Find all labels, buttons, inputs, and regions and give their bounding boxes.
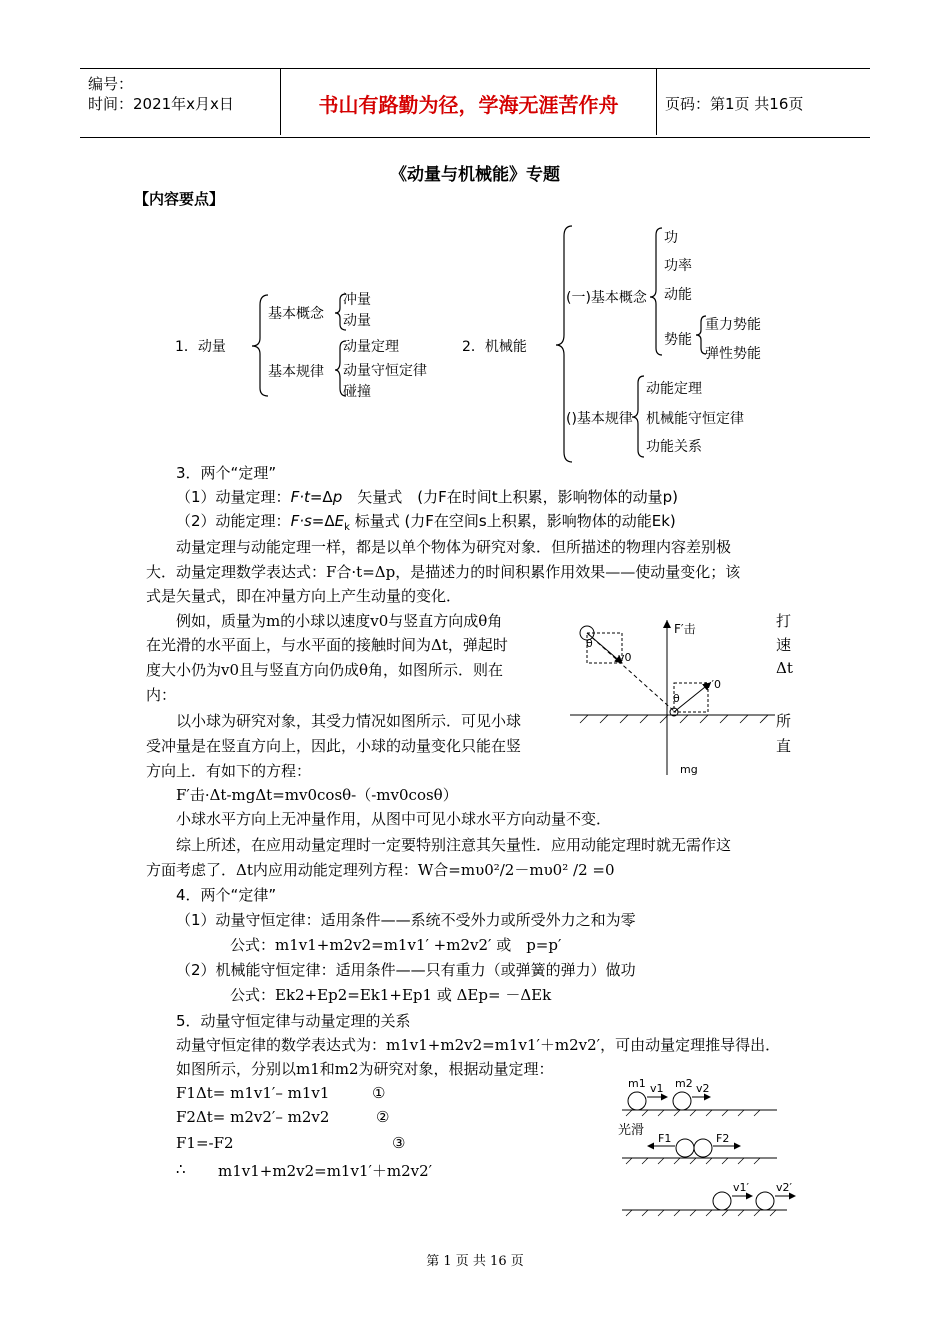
- formula-3-num: ③: [392, 1134, 406, 1152]
- s3-1-text: 矢量式 (力F在时间t上积累，影响物体的动量p): [357, 488, 678, 506]
- formula-2: F2Δt= m2v2′– m2v2: [176, 1108, 330, 1126]
- law-collision: 碰撞: [343, 384, 371, 400]
- energy-label: 2．机械能: [462, 339, 527, 355]
- s4-2: （2）机械能守恒定律：适用条件——只有重力（或弹簧的弹力）做功: [176, 961, 636, 979]
- paragraph-7: 内：: [146, 686, 177, 704]
- f1-label: F1: [658, 1132, 672, 1145]
- momentum-law-label: 基本规律: [268, 364, 324, 380]
- v1-label: v1: [650, 1082, 664, 1095]
- law-kinetic-theorem: 动能定理: [646, 381, 702, 397]
- momentum-label: 1．动量: [175, 339, 226, 355]
- formula-1: F1Δt= m1v1′– m1v1: [176, 1084, 330, 1102]
- momentum-brace: [252, 295, 268, 396]
- s5-heading: 5．动量守恒定律与动量定理的关系: [176, 1012, 411, 1030]
- paragraph-8: 以小球为研究对象，其受力情况如图所示．可见小球: [176, 712, 522, 730]
- paragraph-6: 度大小仍为v0且与竖直方向仍成θ角，如图所示．则在: [146, 661, 504, 679]
- s3-1: （1）动量定理：F·t=Δp 矢量式 (力F在时间t上积累，影响物体的动量p): [176, 488, 678, 506]
- formula-2-num: ②: [376, 1108, 390, 1126]
- paragraph-5-right: 速: [776, 636, 792, 654]
- paragraph-5: 在光滑的水平面上，与水平面的接触时间为Δt，弹起时: [146, 636, 508, 654]
- paragraph-4-right: 打: [776, 612, 792, 630]
- law-function-relation: 功能关系: [646, 439, 702, 455]
- ball-m1-before: [628, 1092, 646, 1110]
- paragraph-2: 大．动量定理数学表达式：F合·t=Δp，是描述力的时间积累作用效果——使动量变化；该: [146, 563, 741, 581]
- s3-2-text: 标量式 (力F在空间s上积累，影响物体的动能Ek): [354, 512, 676, 530]
- paragraph-1: 动量定理与动能定理一样，都是以单个物体为研究对象．但所描述的物理内容差别极: [176, 538, 732, 556]
- theta-1: θ: [586, 637, 593, 650]
- momentum-concept-label: 基本概念: [268, 306, 324, 322]
- law-energy-conservation: 机械能守恒定律: [646, 411, 744, 427]
- paragraph-9: 受冲量是在竖直方向上，因此，小球的动量变化只能在竖: [146, 737, 522, 755]
- m2-label: m2: [675, 1077, 693, 1090]
- paragraph-14: 动量守恒定律的数学表达式为：m1v1+m2v2=m1v1′＋m2v2′，可由动量定理推导得出．: [176, 1036, 781, 1054]
- paragraph-3: 式是矢量式，即在冲量方向上产生动量的变化．: [146, 587, 462, 605]
- page-header: [80, 68, 870, 138]
- theta-2: θ: [673, 692, 680, 705]
- concept-potential: 势能: [664, 332, 692, 348]
- paragraph-8-right: 所: [776, 712, 792, 730]
- formula-3: F1=-F2: [176, 1134, 234, 1152]
- force-label: F′击: [674, 622, 696, 636]
- energy-concept-label: (一)基本概念: [566, 290, 647, 306]
- ball-m1-contact: [676, 1139, 694, 1157]
- ball-m2-contact: [694, 1139, 712, 1157]
- concept-momentum: 动量: [343, 313, 371, 329]
- paragraph-15: 如图所示，分别以m1和m2为研究对象，根据动量定理：: [176, 1060, 554, 1078]
- concept-power: 功率: [664, 258, 692, 274]
- paragraph-9-right: 直: [776, 737, 792, 755]
- paragraph-11: 小球水平方向上无冲量作用，从图中可见小球水平方向动量不变．: [176, 810, 612, 828]
- v1p-label: v1′: [733, 1181, 750, 1194]
- energy-law-label: ()基本规律: [566, 411, 633, 427]
- page-info: 页码：第1页 共16页: [665, 95, 804, 113]
- s4-2-formula: 公式：Ek2+Ep2=Ek1+Ep1 或 ΔEp= －ΔEk: [230, 986, 552, 1004]
- therefore: ∴: [176, 1160, 186, 1178]
- date-label: 时间：2021年x月x日: [88, 95, 234, 113]
- f2-label: F2: [716, 1132, 730, 1145]
- paragraph-6-right: Δt: [776, 659, 793, 677]
- number-label: 编号：: [88, 75, 134, 93]
- paragraph-13: 方面考虑了．Δt内应用动能定理列方程：W合=mυ0²/2－mυ0² /2 =0: [146, 861, 615, 879]
- formula-4: m1v1+m2v2=m1v1′＋m2v2′: [218, 1162, 433, 1180]
- m1-label: m1: [628, 1077, 646, 1090]
- paragraph-10: 方向上．有如下的方程：: [146, 762, 312, 780]
- s4-1-formula: 公式：m1v1+m2v2=m1v1′ +m2v2′ 或 p=p′: [230, 936, 562, 954]
- energy-law-brace: [632, 376, 644, 457]
- formula-1-num: ①: [372, 1084, 386, 1102]
- ball-m1-after: [713, 1192, 731, 1210]
- incoming-path: [587, 633, 674, 711]
- concept-work: 功: [664, 230, 678, 246]
- bounce-figure: [570, 615, 780, 780]
- section-heading: 【内容要点】: [134, 190, 225, 208]
- smooth-label: 光滑: [618, 1123, 645, 1138]
- paragraph-4: 例如，质量为m的小球以速度v0与竖直方向成θ角: [176, 612, 503, 630]
- paragraph-12: 综上所述，在应用动量定理时一定要特别注意其矢量性．应用动能定理时就无需作这: [176, 836, 732, 854]
- ball-m2-after: [756, 1192, 774, 1210]
- law-momentum-theorem: 动量定理: [343, 339, 399, 355]
- v2-label: v2: [696, 1082, 710, 1095]
- s3-2: （2）动能定理：$F\cdot s=\Delta E_k$ 标量式 (力F在空间s上积累，影响物体的动能Ek): [176, 512, 676, 533]
- collision-figure: [612, 1072, 812, 1222]
- energy-concept-brace: [650, 228, 662, 355]
- potential-elastic: 弹性势能: [705, 346, 761, 362]
- concept-impulse: 冲量: [343, 292, 371, 308]
- document-title: 《动量与机械能》专题: [390, 165, 560, 185]
- s4-1: （1）动量守恒定律：适用条件——系统不受外力或所受外力之和为零: [176, 911, 636, 929]
- v0-label: v0: [618, 651, 632, 664]
- equation-1: F′击·Δt-mgΔt=mv0cosθ-（-mv0cosθ）: [176, 786, 458, 804]
- potential-gravity: 重力势能: [705, 317, 761, 333]
- outline-diagram: [160, 220, 800, 470]
- ball-m2-before: [673, 1092, 691, 1110]
- motto-cell: [280, 69, 657, 135]
- motto: 书山有路勤为径，学海无涯苦作舟: [318, 93, 619, 117]
- page-footer: 第 1 页 共 16 页: [426, 1254, 524, 1269]
- concept-kinetic: 动能: [664, 287, 692, 303]
- s3-heading: 3．两个“定理”: [176, 464, 277, 482]
- v0p-label: v′0: [705, 678, 722, 691]
- law-momentum-conservation: 动量守恒定律: [343, 363, 427, 379]
- v2p-label: v2′: [776, 1181, 793, 1194]
- weight-label: mg: [680, 763, 698, 776]
- s4-heading: 4．两个“定律”: [176, 886, 277, 904]
